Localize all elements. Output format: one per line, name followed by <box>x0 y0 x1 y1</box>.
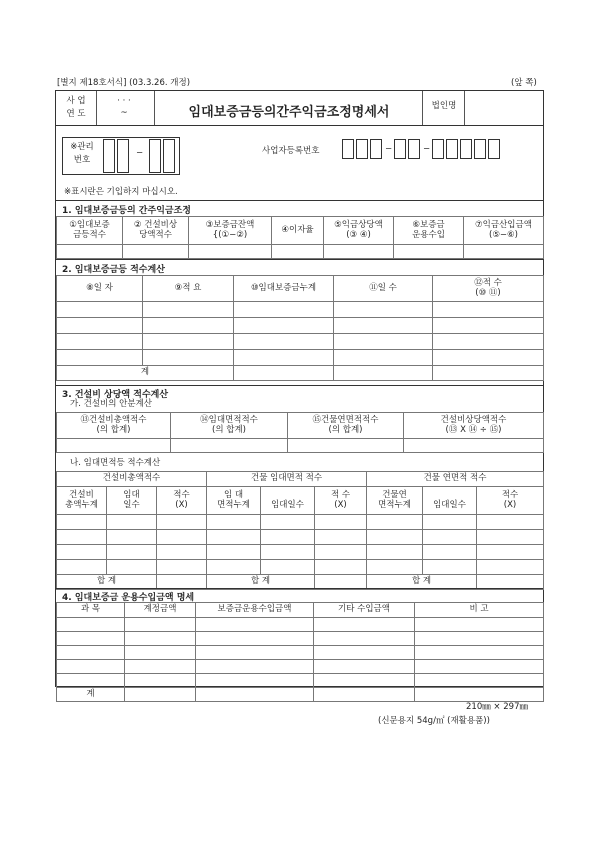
s1-col-2: ② 건설비상 당액적수 <box>123 217 189 245</box>
s3b-cell[interactable] <box>477 530 544 545</box>
s4-cell[interactable] <box>415 688 544 702</box>
s2-cell[interactable] <box>334 318 433 334</box>
corp-name-label: 법인명 <box>431 101 457 111</box>
s3b-col-9: 적수 (X) <box>477 487 544 515</box>
s4-col-remarks: 비 고 <box>415 603 544 618</box>
s1-cell[interactable] <box>324 245 394 259</box>
management-digit-1[interactable] <box>103 139 115 173</box>
management-digit-2[interactable] <box>117 139 129 173</box>
s3b-col-8: 임대일수 <box>423 487 477 515</box>
s3b-cell[interactable] <box>261 560 315 575</box>
reg-digit-1[interactable] <box>342 139 354 159</box>
year-start[interactable]: · · · <box>117 96 131 106</box>
s2-cell[interactable] <box>234 318 334 334</box>
s1-col-7: ⑦익금산입금액 (⑤−⑥) <box>464 217 544 245</box>
s3b-cell[interactable] <box>315 560 367 575</box>
s3a-cell[interactable] <box>57 439 171 453</box>
section-1-heading: 1. 임대보증금등의 간주익금조정 <box>62 206 191 216</box>
s4-cell[interactable] <box>196 674 314 688</box>
s3b-cell[interactable] <box>261 545 315 560</box>
s3b-group-1: 건설비총액적수 <box>57 472 207 487</box>
s4-cell[interactable] <box>125 618 196 632</box>
s1-cell[interactable] <box>394 245 464 259</box>
s3b-cell[interactable] <box>477 545 544 560</box>
s1-cell[interactable] <box>57 245 123 259</box>
s3b-cell[interactable] <box>107 530 157 545</box>
year-label-2: 연 도 <box>66 109 86 119</box>
s2-cell[interactable] <box>334 302 433 318</box>
s3b-cell[interactable] <box>261 530 315 545</box>
s2-cell[interactable] <box>433 302 544 318</box>
s3b-cell[interactable] <box>315 515 367 530</box>
s2-cell[interactable] <box>57 318 143 334</box>
s4-cell[interactable] <box>314 618 415 632</box>
year-label-1: 사 업 <box>66 96 86 106</box>
section-3b-table <box>56 471 544 590</box>
s3b-cell[interactable] <box>57 545 107 560</box>
s3b-col-4: 임 대 면적누계 <box>207 487 261 515</box>
reg-digit-7[interactable] <box>446 139 458 159</box>
reg-digit-3[interactable] <box>370 139 382 159</box>
s3a-cell[interactable] <box>171 439 288 453</box>
s4-cell[interactable] <box>314 688 415 702</box>
s3b-total-2: 합 계 <box>207 575 315 590</box>
s4-cell[interactable] <box>57 660 125 674</box>
s3b-cell[interactable] <box>367 515 423 530</box>
s4-cell[interactable] <box>196 646 314 660</box>
s3b-col-6: 적 수 (X) <box>315 487 367 515</box>
s3b-total-3: 합 계 <box>367 575 477 590</box>
year-end[interactable]: ~ <box>120 108 128 118</box>
section-2-heading: 2. 임대보증금등 적수계산 <box>62 265 165 275</box>
section-4-heading: 4. 임대보증금 운용수입금액 명세 <box>62 593 195 603</box>
s3b-col-5: 임대일수 <box>261 487 315 515</box>
s3a-col-4: 건설비상당액적수 (⑬ X ⑭ ÷ ⑮) <box>404 413 544 439</box>
s3b-col-7: 건물연 면적누계 <box>367 487 423 515</box>
reg-digit-9[interactable] <box>474 139 486 159</box>
s1-col-6: ⑥보증금 운용수입 <box>394 217 464 245</box>
section-3-heading: 3. 건설비 상당액 적수계산 <box>62 390 169 400</box>
s4-cell[interactable] <box>415 632 544 646</box>
s2-cell[interactable] <box>143 318 234 334</box>
s4-cell[interactable] <box>415 660 544 674</box>
s2-cell[interactable] <box>234 302 334 318</box>
management-digit-3[interactable] <box>149 139 161 173</box>
s2-cell[interactable] <box>433 350 544 366</box>
section-2-table <box>56 275 544 381</box>
s3b-cell[interactable] <box>107 560 157 575</box>
section-4-table <box>56 602 544 702</box>
s4-cell[interactable] <box>314 632 415 646</box>
section-3a-label: 가. 건설비의 안분계산 <box>70 399 153 409</box>
s3b-cell[interactable] <box>315 530 367 545</box>
reg-digit-5[interactable] <box>408 139 420 159</box>
s4-cell[interactable] <box>314 674 415 688</box>
s2-cell[interactable] <box>143 334 234 350</box>
page-title: 임대보증금등의간주익금조정명세서 <box>188 105 390 120</box>
s3b-total-1: 합 계 <box>57 575 157 590</box>
s3b-cell[interactable] <box>207 530 261 545</box>
s2-cell[interactable] <box>234 350 334 366</box>
s3b-cell[interactable] <box>477 515 544 530</box>
s4-cell[interactable] <box>125 674 196 688</box>
s1-cell[interactable] <box>272 245 324 259</box>
s3b-cell[interactable] <box>207 560 261 575</box>
s3b-cell[interactable] <box>367 560 423 575</box>
s4-cell[interactable] <box>415 674 544 688</box>
s2-col-product: ⑫적 수 (⑩ ⑪) <box>433 276 544 302</box>
s3b-col-3: 적수 (X) <box>157 487 207 515</box>
s1-cell[interactable] <box>189 245 272 259</box>
s4-cell[interactable] <box>415 646 544 660</box>
s2-cell[interactable] <box>334 350 433 366</box>
s2-cell[interactable] <box>334 334 433 350</box>
s3b-col-2: 임대 일수 <box>107 487 157 515</box>
s4-col-account: 과 목 <box>57 603 125 618</box>
s4-cell[interactable] <box>57 646 125 660</box>
s3b-cell[interactable] <box>207 515 261 530</box>
s3a-cell[interactable] <box>404 439 544 453</box>
s3b-cell[interactable] <box>423 545 477 560</box>
s3b-cell[interactable] <box>367 545 423 560</box>
s3b-cell[interactable] <box>107 545 157 560</box>
s4-cell[interactable] <box>57 618 125 632</box>
s2-cell[interactable] <box>57 302 143 318</box>
management-label-2: 번호 <box>73 155 91 165</box>
notice-text: ※표시란은 기입하지 마십시오. <box>64 187 178 197</box>
s3b-cell[interactable] <box>157 515 207 530</box>
paper-size-note: 210㎜ × 297㎜ <box>466 702 528 712</box>
reg-digit-4[interactable] <box>394 139 406 159</box>
s2-cell[interactable] <box>143 302 234 318</box>
s1-col-4: ④이자율 <box>272 217 324 245</box>
s2-cell[interactable] <box>57 350 143 366</box>
paper-type-note: (신문용지 54g/㎡ (재활용품)) <box>378 716 490 726</box>
s1-col-1: ①임대보증 금등적수 <box>57 217 123 245</box>
s1-cell[interactable] <box>464 245 544 259</box>
section-3b-label: 나. 임대면적등 적수계산 <box>70 458 161 468</box>
s4-cell[interactable] <box>57 674 125 688</box>
s4-total-label: 계 <box>57 688 125 702</box>
s3b-cell[interactable] <box>261 515 315 530</box>
reg-digit-8[interactable] <box>460 139 472 159</box>
s3a-col-3: ⑮건물연면적적수 (의 합계) <box>288 413 404 439</box>
s4-cell[interactable] <box>57 632 125 646</box>
page-side-label: (앞 쪽) <box>511 78 537 88</box>
s3a-col-1: ⑬건설비총액적수 (의 합계) <box>57 413 171 439</box>
s3b-cell[interactable] <box>423 560 477 575</box>
s3b-cell[interactable] <box>315 545 367 560</box>
s2-cell[interactable] <box>234 366 334 381</box>
s3b-cell[interactable] <box>157 560 207 575</box>
s1-col-3: ③보증금잔액 {(①−②) <box>189 217 272 245</box>
s2-cell[interactable] <box>334 366 433 381</box>
s3b-cell[interactable] <box>107 515 157 530</box>
s3b-cell[interactable] <box>57 515 107 530</box>
s4-cell[interactable] <box>125 646 196 660</box>
s3b-cell[interactable] <box>207 545 261 560</box>
business-registration-label: 사업자등록번호 <box>262 146 320 156</box>
form-frame: 사 업 연 도 · · · ~ 임대보증금등의간주익금조정명세서 법인명 ※관리 번호 − 사업자등록번호 − − ※표시란은 기입하지 마십시오. 1. 임대보증금등의 간주익금조정 ①임대보증 금등적수 ② 건설비상 당액적수 ③보증금잔액 {(①−②) ④이자율 ⑤익금상당액 (③ ④) ⑥보증금 운용수입 ⑦익금산입금액 (⑤−⑥) 2. 임대보증금등 적수계산 ⑧일 자 ⑨적 요 ⑩임대보증금누계 ⑪일 수 ⑫적 수 (⑩ ⑪) 계 3. 건설비 상당액 적수계산 가. 건설비의 안분계산 ⑬건설비총액적수 (의 합계) ⑭임대면적적수 (의 합계) ⑮건물연면적적수 (의 합계) 건설비상당액적수 (⑬ X ⑭ ÷ ⑮) 나. 임대면적등 적수계산 건설비총액적수 건물 임대면적 적수 건물 연면적 적수 건설비 총액누계 임대 일수 적수 (X) 임 대 면적누계 임대일수 적 수 (X) 건물연 면적누계 임대일수 적수 (X) 합 계 합 계 합 계 4. 임대보증금 운용수입금액 명세 과 목 계정금액 보증금운용수입금액 기타 수입금액 비 고 계 <box>55 90 544 687</box>
s2-cell[interactable] <box>433 318 544 334</box>
s4-cell[interactable] <box>196 688 314 702</box>
s3b-cell[interactable] <box>477 560 544 575</box>
s3b-cell[interactable] <box>423 530 477 545</box>
management-digit-4[interactable] <box>163 139 175 173</box>
section-3a-table <box>56 412 544 453</box>
s3b-cell[interactable] <box>157 530 207 545</box>
s3b-col-1: 건설비 총액누계 <box>57 487 107 515</box>
s3b-cell[interactable] <box>57 530 107 545</box>
s3b-group-3: 건물 연면적 적수 <box>367 472 544 487</box>
s2-col-desc: ⑨적 요 <box>143 276 234 302</box>
form-reference: [별지 제18호서식] (03.3.26. 개정) <box>57 78 191 88</box>
s4-cell[interactable] <box>125 632 196 646</box>
reg-digit-10[interactable] <box>488 139 500 159</box>
s2-col-date: ⑧일 자 <box>57 276 143 302</box>
section-1-table <box>56 216 544 259</box>
s2-col-days: ⑪일 수 <box>334 276 433 302</box>
s2-cell[interactable] <box>143 350 234 366</box>
s4-col-deposit-income: 보증금운용수입금액 <box>196 603 314 618</box>
s1-cell[interactable] <box>123 245 189 259</box>
s3b-cell[interactable] <box>423 515 477 530</box>
s4-col-other-income: 기타 수입금액 <box>314 603 415 618</box>
s4-col-amount: 계정금액 <box>125 603 196 618</box>
s4-cell[interactable] <box>196 618 314 632</box>
s2-cell[interactable] <box>57 334 143 350</box>
s4-cell[interactable] <box>415 618 544 632</box>
s2-cell[interactable] <box>234 334 334 350</box>
reg-digit-6[interactable] <box>432 139 444 159</box>
s3b-cell[interactable] <box>57 560 107 575</box>
management-label-1: ※관리 <box>70 142 94 152</box>
s4-cell[interactable] <box>125 660 196 674</box>
corp-name-field[interactable] <box>466 93 540 123</box>
s4-cell[interactable] <box>196 660 314 674</box>
s2-total-label: 계 <box>57 366 234 381</box>
s2-col-deposit: ⑩임대보증금누계 <box>234 276 334 302</box>
s3b-cell[interactable] <box>367 530 423 545</box>
s4-cell[interactable] <box>196 632 314 646</box>
s1-col-5: ⑤익금상당액 (③ ④) <box>324 217 394 245</box>
s4-cell[interactable] <box>314 660 415 674</box>
s3b-group-2: 건물 임대면적 적수 <box>207 472 367 487</box>
s3a-cell[interactable] <box>288 439 404 453</box>
s4-cell[interactable] <box>314 646 415 660</box>
s2-cell[interactable] <box>433 366 544 381</box>
s2-cell[interactable] <box>433 334 544 350</box>
s3a-col-2: ⑭임대면적적수 (의 합계) <box>171 413 288 439</box>
s4-cell[interactable] <box>125 688 196 702</box>
reg-digit-2[interactable] <box>356 139 368 159</box>
s3b-cell[interactable] <box>157 545 207 560</box>
